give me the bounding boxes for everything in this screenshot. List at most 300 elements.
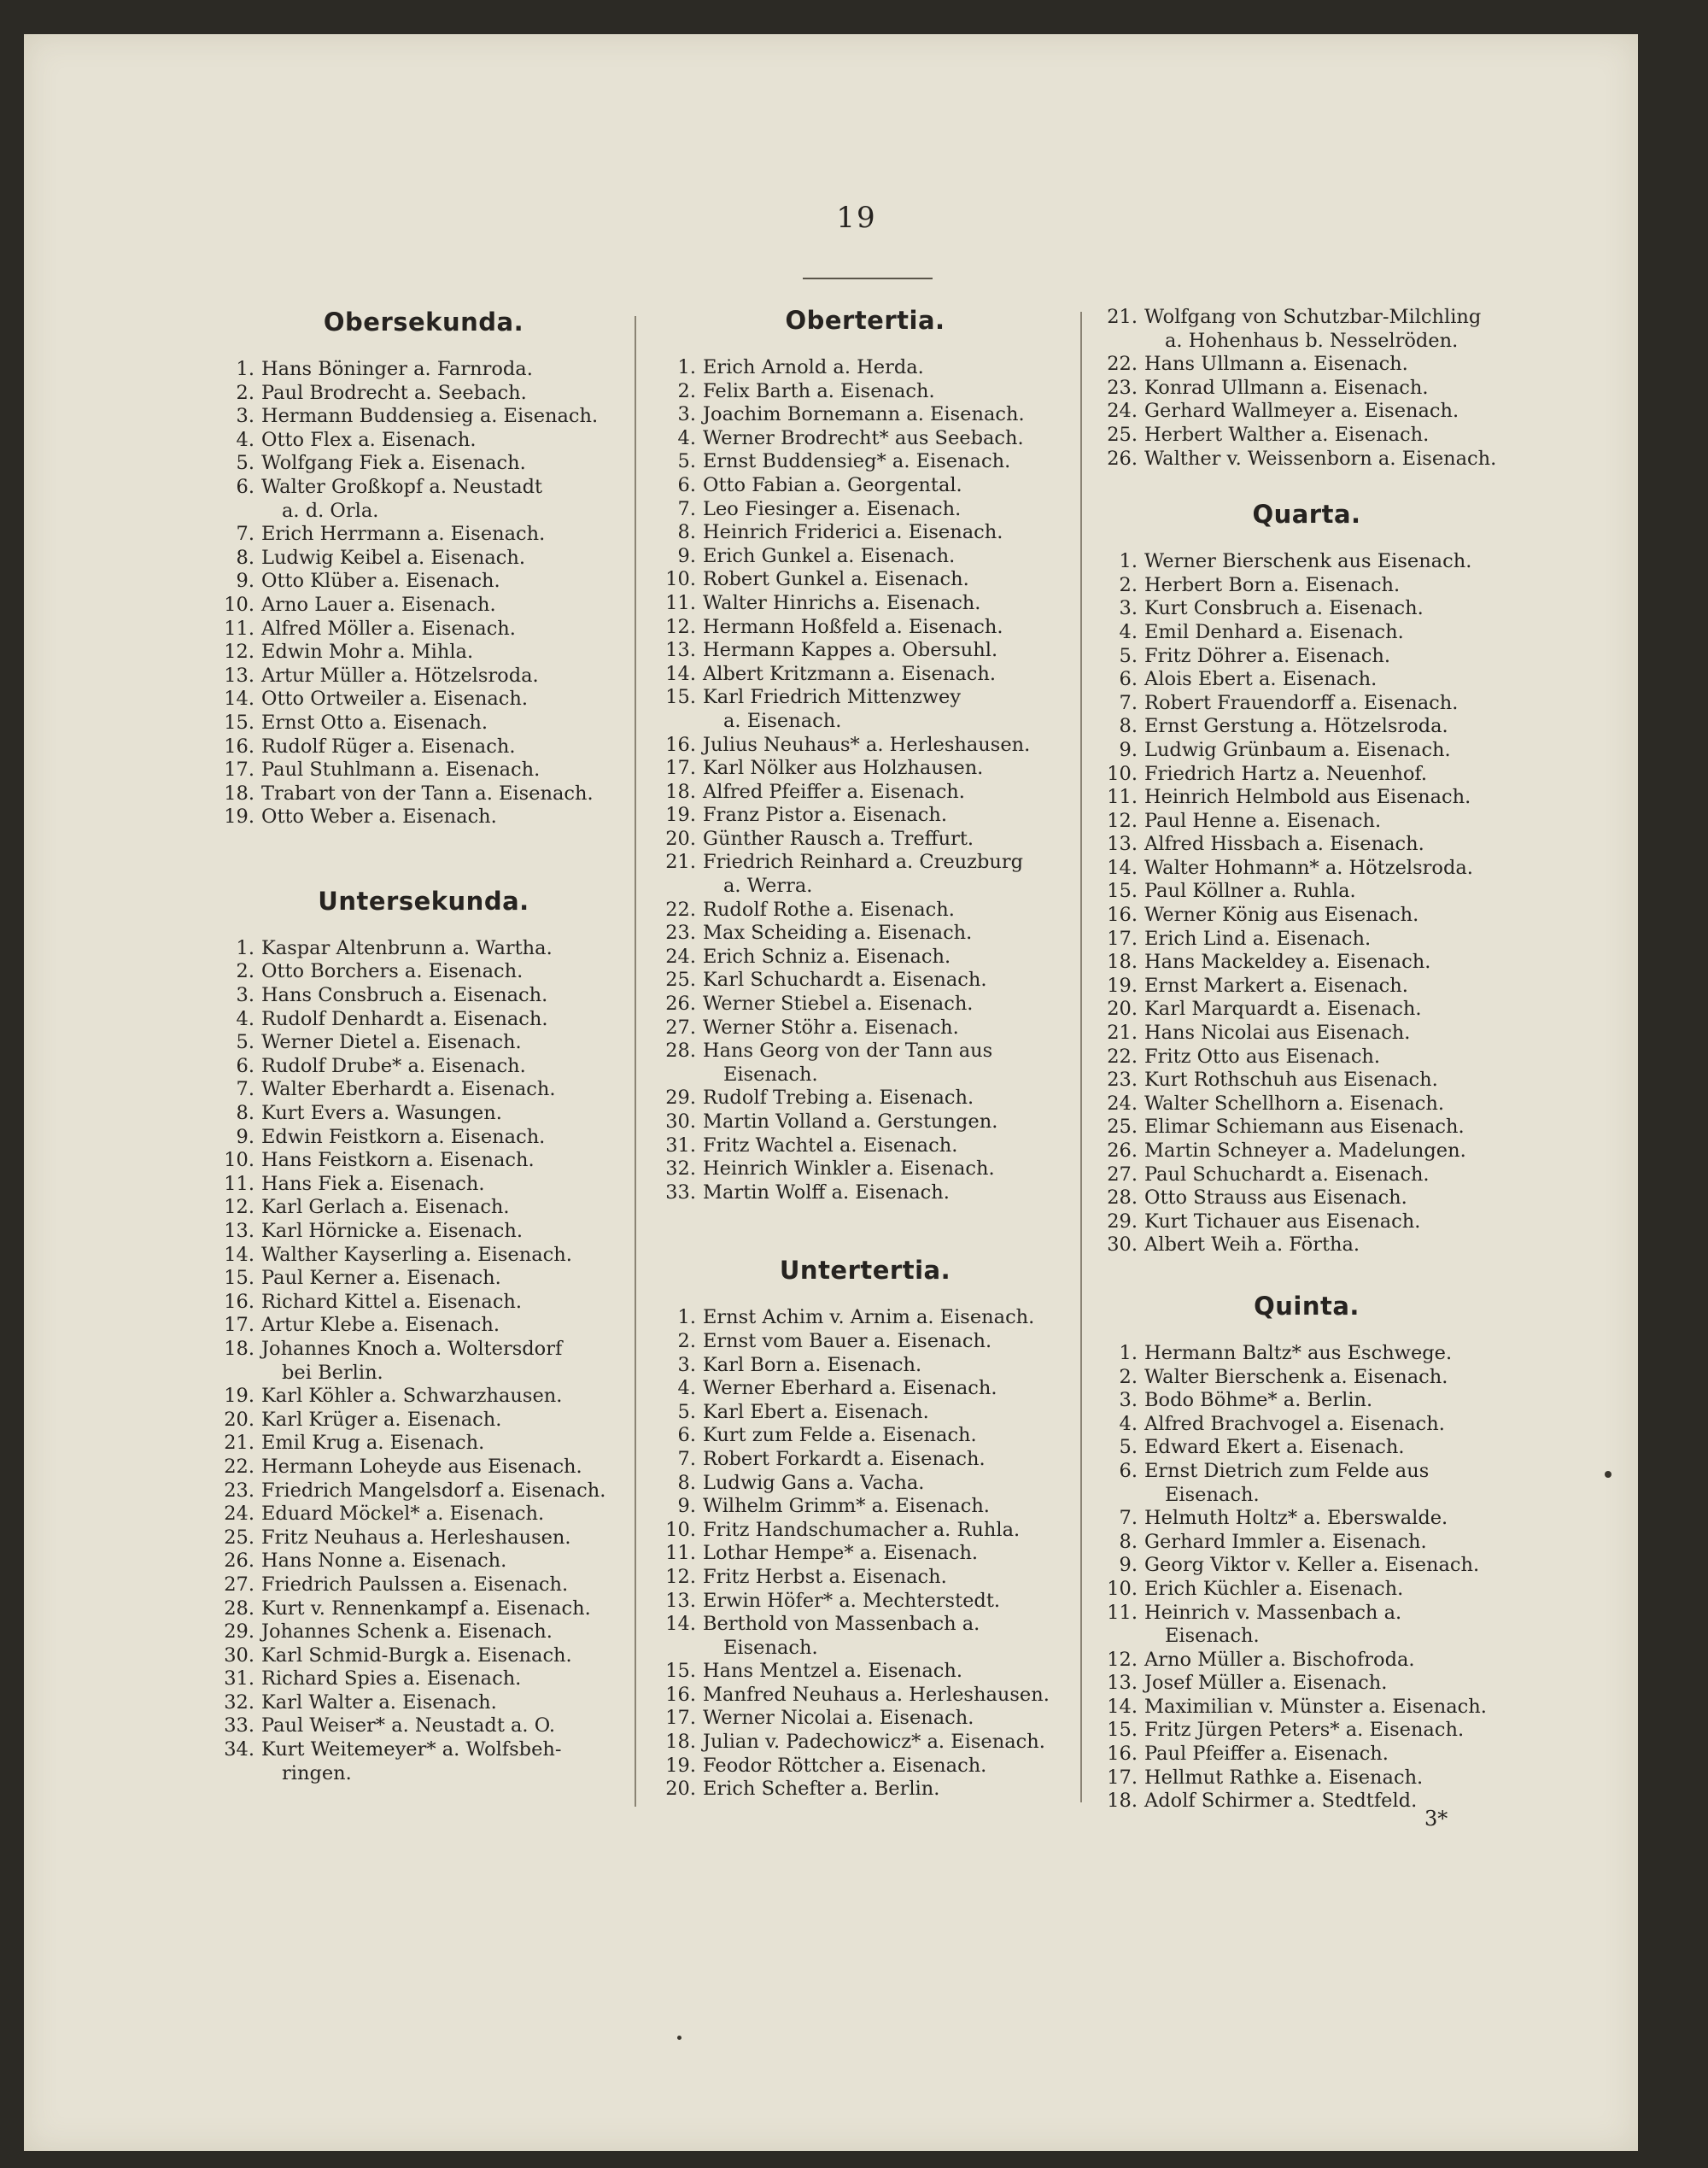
- list-item: [219, 984, 629, 1008]
- entry-number: 12.: [665, 615, 696, 638]
- entry-text: Erich Schniz a. Eisenach.: [703, 945, 951, 968]
- entry-number: 21.: [665, 851, 696, 874]
- entry-number: 13.: [665, 639, 696, 662]
- list-item: [219, 1385, 629, 1409]
- entry-text: Alfred Brachvogel a. Eisenach.: [1144, 1412, 1445, 1435]
- entry-number: 26.: [1107, 447, 1138, 470]
- entry-number: 24.: [665, 945, 696, 968]
- entry-text: Karl Nölker aus Holzhausen.: [703, 757, 984, 780]
- list-item: [660, 1519, 1070, 1543]
- entry-number: 17.: [224, 759, 254, 782]
- entry-number: 21.: [1107, 306, 1138, 328]
- entry-number: 27.: [1107, 1163, 1138, 1186]
- entry-text: Ernst vom Bauer a. Eisenach.: [703, 1329, 992, 1352]
- entry-text: Fritz Wachtel a. Eisenach.: [703, 1134, 958, 1157]
- entry-number: 1.: [236, 358, 254, 380]
- list-item: [219, 735, 629, 759]
- entry-text: Ernst Gerstung a. Hötzelsroda.: [1144, 715, 1448, 738]
- entry-continuation: a. Hohenhaus b. Nesselröden.: [1165, 329, 1459, 352]
- entry-text: Heinrich Helmbold aus Eisenach.: [1144, 786, 1471, 809]
- list-item: [1102, 550, 1512, 574]
- entry-number: 6.: [1119, 668, 1138, 691]
- entry-text: Julian v. Padechowicz* a. Eisenach.: [703, 1731, 1045, 1754]
- entry-text: Hans Nonne a. Eisenach.: [261, 1550, 507, 1573]
- student-list: [660, 1306, 1070, 1801]
- list-item: [660, 1613, 1070, 1660]
- entry-number: 6.: [677, 1424, 696, 1447]
- list-item: [1102, 306, 1512, 353]
- entry-number: 33.: [224, 1714, 254, 1737]
- entry-text: Ernst Achim v. Arnim a. Eisenach.: [703, 1306, 1035, 1329]
- entry-text: Ernst Dietrich zum Felde aus: [1144, 1459, 1430, 1482]
- list-item: [660, 851, 1070, 898]
- list-item: [660, 1778, 1070, 1802]
- list-item: [660, 1110, 1070, 1134]
- student-list: [1102, 550, 1512, 1257]
- list-item: [219, 1078, 629, 1102]
- list-item: [1102, 928, 1512, 952]
- list-item: [219, 1456, 629, 1480]
- list-item: [1102, 810, 1512, 834]
- entry-number: 16.: [1107, 1743, 1138, 1766]
- entry-text: Hellmut Rathke a. Eisenach.: [1144, 1766, 1424, 1789]
- list-item: [1102, 1022, 1512, 1046]
- entry-text: Lothar Hempe* a. Eisenach.: [703, 1542, 979, 1565]
- entry-number: 3.: [677, 1353, 696, 1376]
- entry-number: 4.: [1119, 620, 1138, 643]
- entry-text: Friedrich Reinhard a. Creuzburg: [703, 851, 1024, 874]
- entry-number: 13.: [1107, 1672, 1138, 1695]
- entry-continuation: bei Berlin.: [282, 1361, 383, 1384]
- entry-number: 5.: [677, 1400, 696, 1423]
- entry-text: Erich Küchler a. Eisenach.: [1144, 1577, 1404, 1600]
- entry-number: 3.: [1119, 597, 1138, 620]
- entry-text: Heinrich v. Massenbach a.: [1144, 1601, 1402, 1624]
- entry-number: 3.: [236, 405, 254, 428]
- list-item: [219, 1338, 629, 1385]
- list-item: [1102, 668, 1512, 692]
- entry-text: Heinrich Friderici a. Eisenach.: [703, 521, 1003, 544]
- entry-text: Johannes Knoch a. Woltersdorf: [261, 1337, 563, 1360]
- list-item: [1102, 1531, 1512, 1555]
- entry-continuation: a. d. Orla.: [282, 499, 379, 522]
- entry-text: Herbert Walther a. Eisenach.: [1144, 423, 1430, 446]
- list-item: [1102, 1436, 1512, 1460]
- list-item: [1102, 715, 1512, 739]
- student-list: [660, 356, 1070, 1204]
- list-item: [219, 1291, 629, 1315]
- entry-number: 20.: [1107, 998, 1138, 1021]
- entry-number: 1.: [236, 936, 254, 959]
- entry-number: 11.: [665, 1542, 696, 1565]
- list-item: [1102, 1116, 1512, 1140]
- entry-text: Werner Dietel a. Eisenach.: [261, 1031, 522, 1054]
- entry-number: 17.: [1107, 927, 1138, 950]
- entry-number: 18.: [1107, 1790, 1138, 1813]
- list-item: [660, 592, 1070, 616]
- list-item: [1102, 1507, 1512, 1531]
- list-item: [219, 429, 629, 453]
- entry-number: 24.: [224, 1503, 254, 1526]
- entry-text: Günther Rausch a. Treffurt.: [703, 827, 974, 850]
- entry-text: Gerhard Immler a. Eisenach.: [1144, 1530, 1427, 1553]
- section-heading: Untersekunda.: [318, 886, 529, 916]
- entry-text: Feodor Röttcher a. Eisenach.: [703, 1754, 987, 1777]
- entry-number: 11.: [224, 1172, 254, 1195]
- entry-text: Arno Lauer a. Eisenach.: [261, 593, 496, 616]
- entry-text: Erich Arnold a. Herda.: [703, 356, 924, 378]
- entry-number: 3.: [1119, 1389, 1138, 1412]
- list-item: [1102, 833, 1512, 857]
- entry-number: 18.: [224, 1337, 254, 1360]
- class-section: [1102, 306, 1512, 471]
- entry-number: 15.: [665, 686, 696, 709]
- entry-number: 11.: [224, 617, 254, 640]
- entry-text: Erich Gunkel a. Eisenach.: [703, 544, 956, 567]
- entry-text: Max Scheiding a. Eisenach.: [703, 922, 973, 945]
- entry-text: Albert Kritzmann a. Eisenach.: [703, 662, 997, 685]
- entry-text: Kurt v. Rennenkampf a. Eisenach.: [261, 1597, 591, 1620]
- entry-number: 14.: [224, 688, 254, 711]
- entry-text: Otto Weber a. Eisenach.: [261, 806, 497, 829]
- list-item: [660, 1590, 1070, 1614]
- list-item: [660, 1181, 1070, 1205]
- entry-number: 25.: [224, 1526, 254, 1549]
- list-item: [660, 427, 1070, 451]
- list-item: [660, 403, 1070, 427]
- entry-text: Karl Ebert a. Eisenach.: [703, 1400, 929, 1423]
- list-item: [219, 1714, 629, 1738]
- entry-text: Paul Henne a. Eisenach.: [1144, 809, 1382, 832]
- entry-number: 1.: [677, 1306, 696, 1329]
- list-item: [660, 1542, 1070, 1566]
- list-item: [219, 1102, 629, 1126]
- entry-text: Walter Eberhardt a. Eisenach.: [261, 1078, 556, 1101]
- entry-text: Karl Köhler a. Schwarzhausen.: [261, 1385, 563, 1408]
- entry-text: Leo Fiesinger a. Eisenach.: [703, 497, 962, 520]
- entry-number: 13.: [1107, 833, 1138, 856]
- list-item: [219, 1526, 629, 1550]
- entry-number: 13.: [224, 1220, 254, 1242]
- entry-number: 5.: [1119, 644, 1138, 667]
- entry-text: Fritz Herbst a. Eisenach.: [703, 1565, 947, 1588]
- list-item: [660, 1134, 1070, 1158]
- entry-number: 15.: [665, 1660, 696, 1683]
- entry-text: Kurt Weitemeyer* a. Wolfsbeh-: [261, 1738, 562, 1761]
- list-item: [660, 1472, 1070, 1496]
- section-heading: Obertertia.: [785, 306, 945, 335]
- entry-number: 15.: [1107, 1719, 1138, 1742]
- list-item: [219, 1196, 629, 1220]
- entry-text: Adolf Schirmer a. Stedtfeld.: [1144, 1790, 1418, 1813]
- entry-text: Hans Mentzel a. Eisenach.: [703, 1660, 962, 1683]
- entry-number: 4.: [236, 428, 254, 451]
- entry-number: 8.: [677, 521, 696, 544]
- list-item: [219, 594, 629, 618]
- entry-number: 8.: [677, 1471, 696, 1494]
- student-list: [1102, 1342, 1512, 1814]
- entry-number: 9.: [236, 570, 254, 593]
- list-item: [1102, 597, 1512, 621]
- list-item: [1102, 998, 1512, 1022]
- student-list: [1102, 306, 1512, 471]
- entry-number: 8.: [1119, 1530, 1138, 1553]
- entry-text: Werner Stiebel a. Eisenach.: [703, 993, 974, 1016]
- entry-text: Karl Born a. Eisenach.: [703, 1353, 922, 1376]
- entry-text: Otto Klüber a. Eisenach.: [261, 570, 500, 593]
- column-1: [219, 308, 629, 1785]
- entry-text: Arno Müller a. Bischofroda.: [1144, 1648, 1415, 1671]
- entry-text: Hans Fiek a. Eisenach.: [261, 1172, 485, 1195]
- list-item: [1102, 951, 1512, 975]
- document-page: [24, 34, 1638, 2151]
- entry-text: Ludwig Gans a. Vacha.: [703, 1471, 925, 1494]
- list-item: [219, 1244, 629, 1268]
- list-item: [1102, 880, 1512, 904]
- entry-number: 15.: [1107, 880, 1138, 903]
- entry-text: Walter Hinrichs a. Eisenach.: [703, 591, 981, 614]
- list-item: [1102, 975, 1512, 999]
- entry-number: 34.: [224, 1738, 254, 1761]
- list-item: [1102, 1210, 1512, 1234]
- entry-number: 32.: [665, 1157, 696, 1181]
- entry-number: 23.: [224, 1479, 254, 1502]
- entry-continuation: ringen.: [282, 1761, 352, 1784]
- entry-text: Werner Eberhard a. Eisenach.: [703, 1377, 997, 1400]
- entry-number: 2.: [236, 960, 254, 983]
- entry-number: 33.: [665, 1181, 696, 1204]
- entry-number: 6.: [677, 473, 696, 496]
- entry-text: Artur Müller a. Hötzelsroda.: [261, 664, 539, 687]
- list-item: [660, 1731, 1070, 1755]
- entry-text: Konrad Ullmann a. Eisenach.: [1144, 376, 1429, 399]
- entry-number: 11.: [665, 591, 696, 614]
- entry-number: 31.: [665, 1134, 696, 1157]
- entry-text: Rudolf Denhardt a. Eisenach.: [261, 1007, 548, 1030]
- list-item: [1102, 1093, 1512, 1116]
- entry-text: Karl Schmid-Burgk a. Eisenach.: [261, 1644, 572, 1667]
- list-item: [660, 1707, 1070, 1731]
- entry-text: Werner Nicolai a. Eisenach.: [703, 1707, 974, 1730]
- list-item: [219, 937, 629, 961]
- list-item: [1102, 739, 1512, 763]
- entry-text: Kurt Rothschuh aus Eisenach.: [1144, 1069, 1438, 1092]
- column-divider: [1080, 312, 1082, 1802]
- column-divider: [635, 316, 636, 1807]
- list-item: [219, 806, 629, 829]
- entry-text: Hermann Loheyde aus Eisenach.: [261, 1455, 582, 1478]
- entry-number: 17.: [1107, 1766, 1138, 1789]
- list-item: [219, 759, 629, 782]
- entry-number: 10.: [665, 568, 696, 591]
- entry-text: Werner König aus Eisenach.: [1144, 904, 1419, 927]
- list-item: [660, 1040, 1070, 1087]
- entry-number: 16.: [665, 1683, 696, 1706]
- entry-number: 30.: [665, 1110, 696, 1133]
- list-item: [1102, 1602, 1512, 1649]
- entry-text: Martin Wolff a. Eisenach.: [703, 1181, 950, 1204]
- class-section: [660, 1256, 1070, 1801]
- entry-number: 12.: [1107, 809, 1138, 832]
- list-item: [660, 380, 1070, 404]
- entry-number: 8.: [236, 546, 254, 569]
- list-item: [660, 946, 1070, 970]
- entry-text: Ludwig Keibel a. Eisenach.: [261, 546, 525, 569]
- list-item: [660, 781, 1070, 805]
- list-item: [219, 712, 629, 735]
- entry-number: 26.: [1107, 1140, 1138, 1162]
- entry-text: Rudolf Trebing a. Eisenach.: [703, 1087, 974, 1110]
- list-item: [219, 960, 629, 984]
- entry-text: Walther v. Weissenborn a. Eisenach.: [1144, 447, 1497, 470]
- entry-text: Ernst Otto a. Eisenach.: [261, 711, 488, 734]
- list-item: [1102, 1389, 1512, 1413]
- entry-number: 4.: [677, 1377, 696, 1400]
- entry-number: 29.: [1107, 1210, 1138, 1233]
- list-item: [1102, 1743, 1512, 1767]
- entry-number: 31.: [224, 1667, 254, 1690]
- entry-number: 16.: [665, 733, 696, 756]
- list-item: [219, 1220, 629, 1244]
- entry-text: Alfred Hissbach a. Eisenach.: [1144, 833, 1424, 856]
- entry-text: Erwin Höfer* a. Mechterstedt.: [703, 1589, 1001, 1612]
- entry-number: 28.: [665, 1040, 696, 1063]
- list-item: [1102, 1163, 1512, 1187]
- entry-text: Werner Bierschenk aus Eisenach.: [1144, 550, 1472, 573]
- entry-text: Ernst Markert a. Eisenach.: [1144, 974, 1408, 997]
- entry-text: Hans Consbruch a. Eisenach.: [261, 984, 548, 1007]
- entry-text: Karl Krüger a. Eisenach.: [261, 1408, 502, 1431]
- list-item: [660, 1087, 1070, 1110]
- entry-number: 10.: [1107, 1577, 1138, 1600]
- list-item: [219, 1550, 629, 1573]
- entry-number: 26.: [224, 1550, 254, 1573]
- list-item: [219, 1173, 629, 1197]
- entry-number: 10.: [665, 1518, 696, 1541]
- list-item: [1102, 424, 1512, 448]
- list-item: [1102, 1460, 1512, 1507]
- entry-number: 15.: [224, 711, 254, 734]
- list-item: [660, 498, 1070, 522]
- entry-text: Edwin Mohr a. Mihla.: [261, 641, 474, 664]
- list-item: [1102, 1187, 1512, 1210]
- entry-number: 17.: [665, 1707, 696, 1730]
- entry-number: 17.: [224, 1314, 254, 1337]
- list-item: [660, 663, 1070, 687]
- list-item: [660, 1377, 1070, 1401]
- entry-text: Heinrich Winkler a. Eisenach.: [703, 1157, 995, 1181]
- entry-number: 14.: [224, 1243, 254, 1266]
- entry-text: Karl Walter a. Eisenach.: [261, 1690, 497, 1714]
- entry-number: 14.: [665, 662, 696, 685]
- entry-number: 4.: [1119, 1412, 1138, 1435]
- entry-number: 10.: [224, 1149, 254, 1172]
- signature-mark: 3*: [1424, 1807, 1448, 1831]
- entry-text: Fritz Neuhaus a. Herleshausen.: [261, 1526, 571, 1549]
- entry-number: 29.: [665, 1087, 696, 1110]
- entry-number: 10.: [1107, 762, 1138, 785]
- list-item: [219, 1031, 629, 1055]
- entry-text: Kurt Tichauer aus Eisenach.: [1144, 1210, 1421, 1233]
- entry-text: Alois Ebert a. Eisenach.: [1144, 668, 1378, 691]
- entry-number: 21.: [224, 1432, 254, 1455]
- entry-text: Martin Schneyer a. Madelungen.: [1144, 1140, 1466, 1162]
- entry-text: Hermann Kappes a. Obersuhl.: [703, 639, 998, 662]
- entry-text: Wolfgang von Schutzbar-Milchling: [1144, 306, 1482, 328]
- entry-text: Hans Mackeldey a. Eisenach.: [1144, 951, 1431, 974]
- list-item: [660, 450, 1070, 474]
- list-item: [219, 1432, 629, 1456]
- entry-text: Wolfgang Fiek a. Eisenach.: [261, 452, 526, 475]
- entry-number: 3.: [677, 403, 696, 426]
- entry-number: 18.: [1107, 951, 1138, 974]
- ink-speck: [677, 2036, 681, 2040]
- list-item: [1102, 645, 1512, 669]
- entry-number: 27.: [665, 1016, 696, 1039]
- entry-text: Richard Kittel a. Eisenach.: [261, 1290, 523, 1313]
- list-item: [660, 639, 1070, 663]
- entry-text: Paul Stuhlmann a. Eisenach.: [261, 759, 541, 782]
- list-item: [219, 1480, 629, 1503]
- entry-number: 25.: [1107, 423, 1138, 446]
- entry-text: Kurt zum Felde a. Eisenach.: [703, 1424, 977, 1447]
- entry-number: 25.: [1107, 1116, 1138, 1139]
- entry-text: Hans Nicolai aus Eisenach.: [1144, 1022, 1411, 1045]
- entry-number: 30.: [224, 1644, 254, 1667]
- list-item: [1102, 786, 1512, 810]
- entry-number: 28.: [1107, 1187, 1138, 1210]
- entry-continuation: a. Eisenach.: [723, 709, 842, 732]
- list-item: [1102, 1140, 1512, 1163]
- entry-number: 17.: [665, 757, 696, 780]
- entry-number: 5.: [1119, 1436, 1138, 1459]
- entry-number: 16.: [1107, 904, 1138, 927]
- section-heading: Untertertia.: [779, 1256, 951, 1286]
- entry-text: Paul Weiser* a. Neustadt a. O.: [261, 1714, 556, 1737]
- entry-text: Hans Georg von der Tann aus: [703, 1040, 993, 1063]
- entry-number: 12.: [224, 1196, 254, 1219]
- entry-number: 4.: [677, 426, 696, 449]
- list-item: [660, 545, 1070, 569]
- entry-text: Otto Strauss aus Eisenach.: [1144, 1187, 1407, 1210]
- entry-text: Fritz Jürgen Peters* a. Eisenach.: [1144, 1719, 1465, 1742]
- entry-text: Karl Friedrich Mittenzwey: [703, 686, 962, 709]
- list-item: [660, 568, 1070, 592]
- entry-number: 19.: [224, 1385, 254, 1408]
- list-item: [219, 382, 629, 406]
- entry-text: Kurt Evers a. Wasungen.: [261, 1102, 502, 1125]
- list-item: [1102, 621, 1512, 645]
- entry-text: Rudolf Rothe a. Eisenach.: [703, 898, 955, 921]
- list-item: [1102, 1696, 1512, 1720]
- list-item: [660, 757, 1070, 781]
- entry-number: 22.: [665, 898, 696, 921]
- list-item: [660, 804, 1070, 828]
- list-item: [219, 523, 629, 547]
- list-item: [219, 1126, 629, 1150]
- list-item: [660, 969, 1070, 993]
- entry-number: 32.: [224, 1690, 254, 1714]
- entry-text: Wilhelm Grimm* a. Eisenach.: [703, 1495, 990, 1518]
- list-item: [660, 1330, 1070, 1354]
- class-section: [1102, 500, 1512, 1257]
- entry-text: Berthold von Massenbach a.: [703, 1613, 980, 1636]
- entry-number: 24.: [1107, 1092, 1138, 1115]
- entry-text: Paul Kerner a. Eisenach.: [261, 1267, 501, 1290]
- student-list: [219, 358, 629, 829]
- entry-number: 22.: [1107, 353, 1138, 376]
- entry-text: Fritz Döhrer a. Eisenach.: [1144, 644, 1391, 667]
